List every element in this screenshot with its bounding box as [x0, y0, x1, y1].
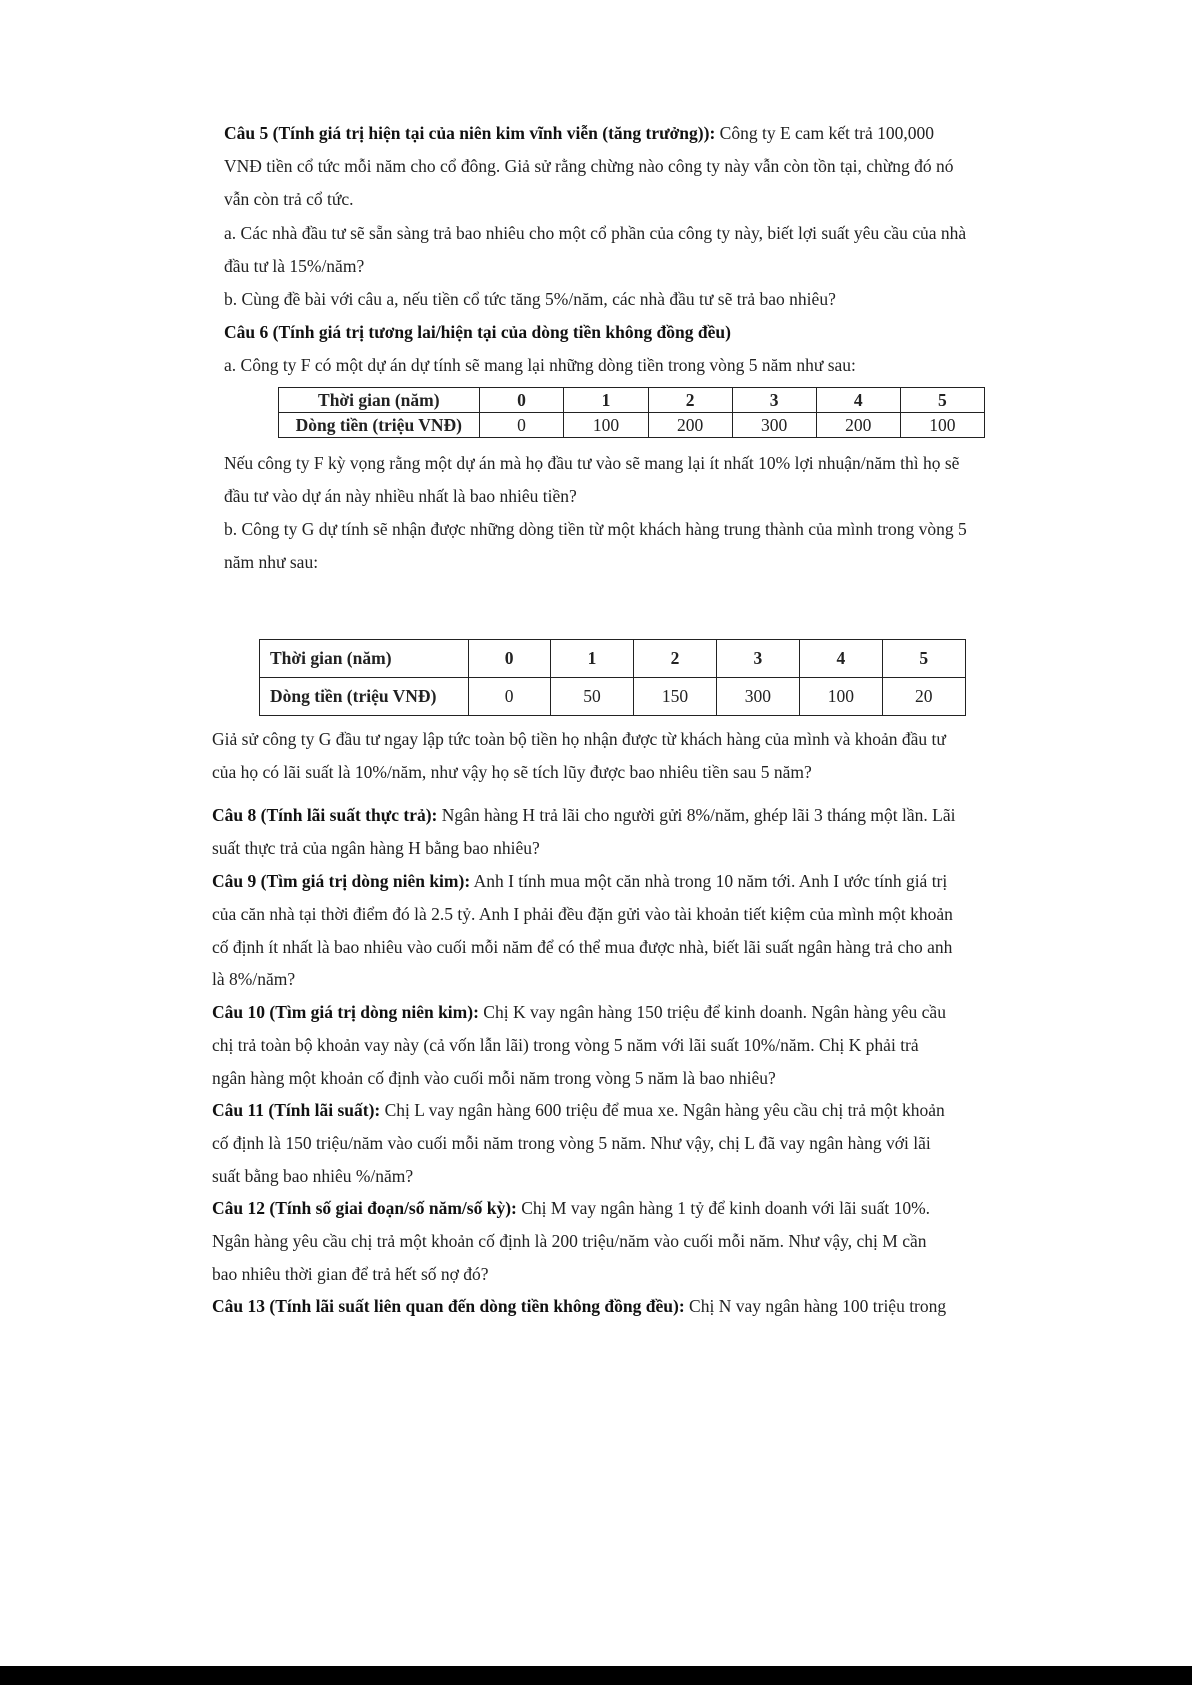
table-cell: 0: [468, 678, 550, 716]
q11-line-2: cố định là 150 triệu/năm vào cuối mỗi năm trong vòng 5 năm. Như vậy, chị L đã vay ngân hàng với lãi: [212, 1133, 931, 1153]
q12-line-1-text: Chị M vay ngân hàng 1 tỷ để kinh doanh với lãi suất 10%.: [516, 1198, 931, 1218]
q6a-line-3: đầu tư vào dự án này nhiều nhất là bao nhiêu tiền?: [224, 486, 577, 506]
q5b-line-1: b. Cùng đề bài với câu a, nếu tiền cổ tức tăng 5%/năm, các nhà đầu tư sẽ trả bao nhiêu?: [224, 289, 836, 309]
cash-flow-table-g: [259, 639, 966, 716]
table-cell: 4: [800, 640, 882, 678]
q12-line-1: [212, 1197, 930, 1219]
table-row: [260, 678, 966, 716]
q9-line-3: cố định ít nhất là bao nhiêu vào cuối mỗi năm để có thể mua được nhà, biết lãi suất ngân hàng trả cho anh: [212, 937, 953, 957]
table-cell: 50: [550, 678, 633, 716]
table-cell: 3: [716, 640, 799, 678]
table-cell: 2: [648, 388, 732, 413]
q12-line-2: Ngân hàng yêu cầu chị trả một khoản cố định là 200 triệu/năm vào cuối mỗi năm. Như vậy, chị M cần: [212, 1231, 927, 1251]
table-cell: 20: [882, 678, 965, 716]
q8-line-1-text: Ngân hàng H trả lãi cho người gửi 8%/năm, ghép lãi 3 tháng một lần. Lãi: [437, 805, 956, 825]
table-cell: 2: [634, 640, 716, 678]
table-cell: 0: [479, 388, 564, 413]
table-row-label: Thời gian (năm): [260, 640, 469, 678]
q13-line-1: [212, 1295, 946, 1317]
cash-flow-table-f: [278, 387, 985, 438]
table-row-label: Dòng tiền (triệu VNĐ): [260, 678, 469, 716]
table-row: [260, 640, 966, 678]
q6b-line-4: của họ có lãi suất là 10%/năm, như vậy họ sẽ tích lũy được bao nhiêu tiền sau 5 năm?: [212, 762, 812, 782]
q5-heading: Câu 5 (Tính giá trị hiện tại của niên kim vĩnh viễn (tăng trưởng)):: [224, 123, 716, 143]
table-row-label: Dòng tiền (triệu VNĐ): [279, 413, 480, 438]
table-cell: 4: [816, 388, 900, 413]
q10-heading: Câu 10 (Tìm giá trị dòng niên kim):: [212, 1002, 479, 1022]
q10-line-1: [212, 1001, 946, 1023]
q12-heading: Câu 12 (Tính số giai đoạn/số năm/số kỳ):: [212, 1198, 517, 1218]
table-cell: 150: [634, 678, 716, 716]
q9-heading: Câu 9 (Tìm giá trị dòng niên kim):: [212, 871, 471, 891]
table-row-label: Thời gian (năm): [279, 388, 480, 413]
table-cell: 300: [716, 678, 799, 716]
q6-heading: Câu 6 (Tính giá trị tương lai/hiện tại của dòng tiền không đồng đều): [224, 322, 731, 342]
q12-line-3: bao nhiêu thời gian để trả hết số nợ đó?: [212, 1264, 489, 1284]
table-row: [279, 388, 985, 413]
q6b-line-1: b. Công ty G dự tính sẽ nhận được những dòng tiền từ một khách hàng trung thành của mình trong vòng 5: [224, 519, 967, 539]
table-cell: 1: [564, 388, 648, 413]
table-cell: 100: [564, 413, 648, 438]
q8-line-1: [212, 804, 955, 826]
q9-line-2: của căn nhà tại thời điểm đó là 2.5 tỷ. Anh I phải đều đặn gửi vào tài khoản tiết kiệm của mình một khoản: [212, 904, 953, 924]
q6a-line-2: Nếu công ty F kỳ vọng rằng một dự án mà họ đầu tư vào sẽ mang lại ít nhất 10% lợi nhuận/năm thì họ sẽ: [224, 453, 960, 473]
q9-line-1-text: Anh I tính mua một căn nhà trong 10 năm tới. Anh I ước tính giá trị: [470, 871, 948, 891]
q8-heading: Câu 8 (Tính lãi suất thực trả):: [212, 805, 438, 825]
q11-line-1: [212, 1099, 945, 1121]
q10-line-1-text: Chị K vay ngân hàng 150 triệu để kinh doanh. Ngân hàng yêu cầu: [478, 1002, 946, 1022]
q6b-line-3: Giả sử công ty G đầu tư ngay lập tức toàn bộ tiền họ nhận được từ khách hàng của mình và khoản đầu tư: [212, 729, 946, 749]
table-cell: 1: [550, 640, 633, 678]
table-cell: 100: [900, 413, 984, 438]
q9-line-1: [212, 870, 947, 892]
table-cell: 200: [648, 413, 732, 438]
q11-heading: Câu 11 (Tính lãi suất):: [212, 1100, 381, 1120]
q11-line-1-text: Chị L vay ngân hàng 600 triệu để mua xe. Ngân hàng yêu cầu chị trả một khoản: [380, 1100, 945, 1120]
q5a-line-2: đầu tư là 15%/năm?: [224, 256, 365, 276]
q5-line-2: VNĐ tiền cổ tức mỗi năm cho cổ đông. Giả sử rằng chừng nào công ty này vẫn còn tồn tại, chừng đó nó: [224, 156, 954, 176]
table-cell: 0: [468, 640, 550, 678]
table-cell: 0: [479, 413, 564, 438]
q11-line-3: suất bằng bao nhiêu %/năm?: [212, 1166, 414, 1186]
q5a-line-1: a. Các nhà đầu tư sẽ sẵn sàng trả bao nhiêu cho một cổ phần của công ty này, biết lợi suất yêu cầu của nhà: [224, 223, 967, 243]
q6a-line-1: a. Công ty F có một dự án dự tính sẽ mang lại những dòng tiền trong vòng 5 năm như sau:: [224, 355, 856, 375]
table-cell: 3: [732, 388, 816, 413]
q10-line-2: chị trả toàn bộ khoản vay này (cả vốn lẫn lãi) trong vòng 5 năm với lãi suất 10%/năm. Chị K phải trả: [212, 1035, 919, 1055]
q5-line-3: vẫn còn trả cổ tức.: [224, 189, 354, 209]
q5-line-1-text: Công ty E cam kết trả 100,000: [715, 123, 934, 143]
q10-line-3: ngân hàng một khoản cố định vào cuối mỗi năm trong vòng 5 năm là bao nhiêu?: [212, 1068, 776, 1088]
q13-line-1-text: Chị N vay ngân hàng 100 triệu trong: [684, 1296, 947, 1316]
table-cell: 100: [800, 678, 882, 716]
q13-heading: Câu 13 (Tính lãi suất liên quan đến dòng tiền không đồng đều):: [212, 1296, 685, 1316]
q8-line-2: suất thực trả của ngân hàng H bằng bao nhiêu?: [212, 838, 540, 858]
q6b-line-2: năm như sau:: [224, 552, 319, 572]
bottom-border-bar: [0, 1666, 1192, 1685]
table-cell: 200: [816, 413, 900, 438]
table-cell: 5: [900, 388, 984, 413]
q9-line-4: là 8%/năm?: [212, 969, 296, 989]
table-cell: 5: [882, 640, 965, 678]
q5-line-1: [224, 122, 934, 144]
table-cell: 300: [732, 413, 816, 438]
table-row: [279, 413, 985, 438]
